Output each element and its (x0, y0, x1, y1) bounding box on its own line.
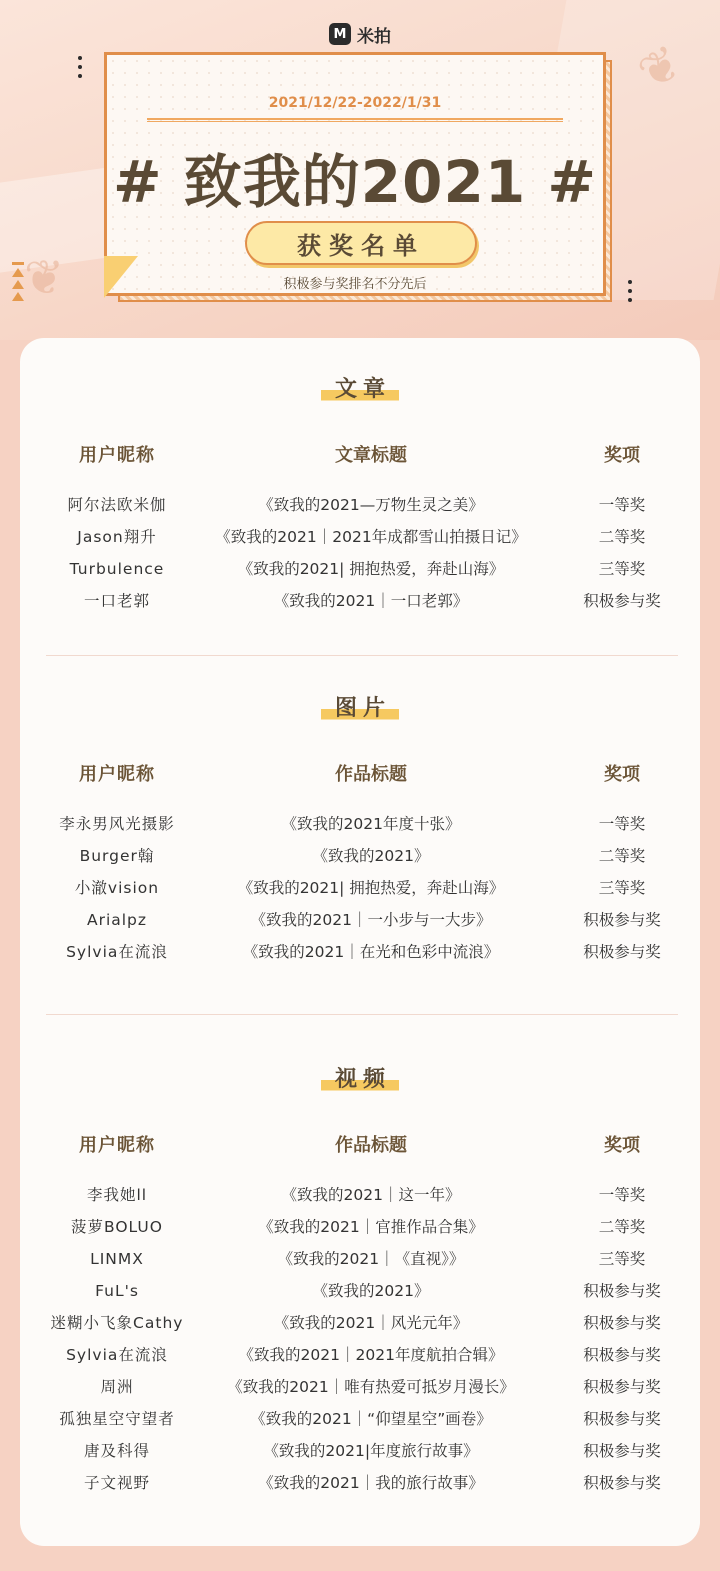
table-row: FuL's 《致我的2021》 积极参与奖 (95, 1282, 661, 1300)
section-title: 视频 (20, 1062, 700, 1093)
dots-decoration (628, 280, 632, 302)
brand-name: 米拍 (357, 26, 391, 47)
table-row: 阿尔法欧米伽 《致我的2021—万物生灵之美》 一等奖 (67, 496, 646, 514)
ranking-note: 积极参与奖排名不分先后 (283, 277, 427, 292)
brand (0, 20, 720, 48)
table-row: 小澈vision 《致我的2021| 拥抱热爱，奔赴山海》 三等奖 (74, 879, 646, 897)
table-header: 用户昵称 作品标题 奖项 (79, 764, 640, 785)
brand-logo-icon: M (329, 23, 351, 45)
table-row: 李我她ll 《致我的2021｜这一年》 一等奖 (86, 1186, 646, 1204)
date-underline (147, 118, 563, 122)
card-folded-corner (104, 256, 138, 298)
page-title: # 致我的2021 # (112, 148, 597, 216)
dots-decoration (78, 56, 82, 78)
table-row: 李永男风光摄影 《致我的2021年度十张》 一等奖 (59, 815, 646, 833)
title-card (104, 52, 606, 296)
table-row: LINMX 《致我的2021｜《直视》》 三等奖 (90, 1250, 646, 1268)
table-row: 孤独星空守望者 《致我的2021｜“仰望星空”画卷》 积极参与奖 (59, 1410, 661, 1428)
date-range: 2021/12/22-2022/1/31 (268, 95, 442, 111)
table-header: 用户昵称 文章标题 奖项 (79, 445, 640, 466)
table-row: Arialpz 《致我的2021｜一小步与一大步》 积极参与奖 (86, 911, 661, 929)
table-row: Sylvia在流浪 《致我的2021｜在光和色彩中流浪》 积极参与奖 (66, 943, 661, 961)
table-row: Sylvia在流浪 《致我的2021｜2021年度航拍合辑》 积极参与奖 (66, 1346, 661, 1364)
palm-leaf-icon: ❦ (24, 250, 65, 306)
winners-panel (20, 338, 700, 1546)
poster-header (0, 0, 720, 340)
divider (46, 1014, 678, 1015)
triangle-decoration (12, 262, 24, 301)
table-row: 子文视野 《致我的2021｜我的旅行故事》 积极参与奖 (83, 1474, 661, 1492)
table-row: 迷糊小飞象Cathy 《致我的2021｜风光元年》 积极参与奖 (50, 1314, 661, 1332)
palm-leaf-icon: ❦ (628, 33, 692, 103)
section-title: 文章 (20, 372, 700, 403)
section-title: 图片 (20, 691, 700, 722)
award-list-badge: 获奖名单 (245, 221, 477, 265)
table-header: 用户昵称 作品标题 奖项 (79, 1135, 640, 1156)
table-row: Jason翔升 《致我的2021｜2021年成都雪山拍摄日记》 二等奖 (77, 528, 646, 546)
table-row: Burger翰 《致我的2021》 二等奖 (79, 847, 646, 865)
table-row: 一口老郭 《致我的2021｜一口老郭》 积极参与奖 (83, 592, 661, 610)
table-row: 菠萝BOLUO 《致我的2021｜官推作品合集》 二等奖 (71, 1218, 646, 1236)
table-row: 周洲 《致我的2021｜唯有热爱可抵岁月漫长》 积极参与奖 (100, 1378, 661, 1396)
divider (46, 655, 678, 656)
table-row: Turbulence 《致我的2021| 拥抱热爱，奔赴山海》 三等奖 (69, 560, 646, 578)
table-row: 唐及科得 《致我的2021|年度旅行故事》 积极参与奖 (83, 1442, 661, 1460)
